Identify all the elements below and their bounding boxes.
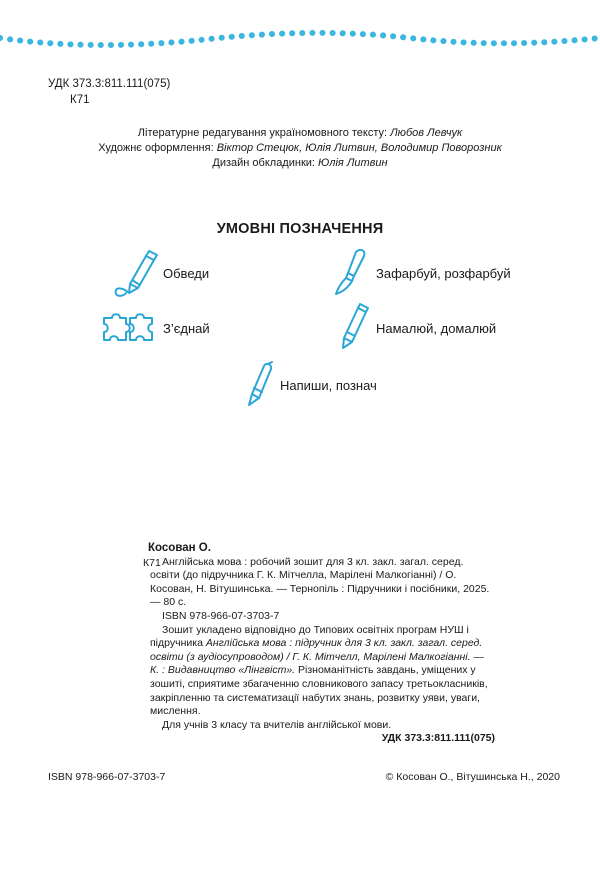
footer-isbn: ISBN 978-966-07-3703-7 (48, 771, 166, 783)
decorative-wave-border (0, 0, 600, 60)
puzzle-icon (100, 310, 156, 346)
biblio-code: К71 (143, 557, 161, 569)
paintbrush-icon (332, 246, 372, 298)
footer-copyright: © Косован О., Вітушинська Н., 2020 (385, 771, 560, 783)
credits-block (0, 126, 600, 171)
pen-icon (240, 360, 276, 410)
udk-header (48, 76, 170, 108)
pencil-trace-icon (110, 246, 160, 298)
biblio-description: Англійська мова : робочий зошит для 3 кл. закл. загал. серед. освіти (до підручника Г. К. Мітчелла, Марілені Малкогіанні) / О. Косован, Н. Вітушинська. — Тернопіль : Підручники і посібники, 2025. — 80 с. (150, 555, 490, 609)
biblio-udk: УДК 373.3:811.111(075) (381, 732, 495, 745)
legend-label-write: Напиши, познач (280, 378, 377, 393)
legend-label-connect: З’єднай (163, 321, 210, 336)
biblio-audience: Для учнів 3 класу та вчителів англійської мови. (162, 718, 392, 731)
biblio-author: Косован О. (148, 542, 211, 554)
udk-code: УДК 373.3:811.111(075) (48, 78, 171, 90)
biblio-annotation: Зошит укладено відповідно до Типових освітніх програм НУШ і підручника Англійська мова : підручник для 3 кл. закл. загал. серед. освіти (з аудіосупроводом) / Г. К. Мітчелл, Марілені Малкогіанні. — К. : Видавництво «Лінгвіст». Різноманітність завдань, уміщених у зошиті, сприятиме збагаченню словникового запасу третьокласників, закріпленню та систематизації набутих знань, розвитку уяви, уваги, мислення. (150, 623, 488, 718)
legend-title: УМОВНІ ПОЗНАЧЕННЯ (216, 221, 384, 237)
legend-label-trace: Обведи (163, 266, 210, 281)
bibliographic-record (150, 542, 495, 746)
biblio-isbn: ISBN 978-966-07-3703-7 (162, 609, 280, 622)
pencil-icon (334, 302, 370, 352)
credit-line-cover: Дизайн обкладинки: Юлія Литвин (212, 157, 388, 169)
legend-label-color: Зафарбуй, розфарбуй (376, 266, 511, 281)
library-code: К71 (70, 94, 90, 106)
legend-label-draw: Намалюй, домалюй (376, 321, 497, 336)
credit-line-editing: Літературне редагування україномовного тексту: Любов Левчук (137, 127, 463, 139)
credit-line-design: Художнє оформлення: Віктор Стецюк, Юлія Литвин, Володимир Поворозник (98, 142, 502, 154)
